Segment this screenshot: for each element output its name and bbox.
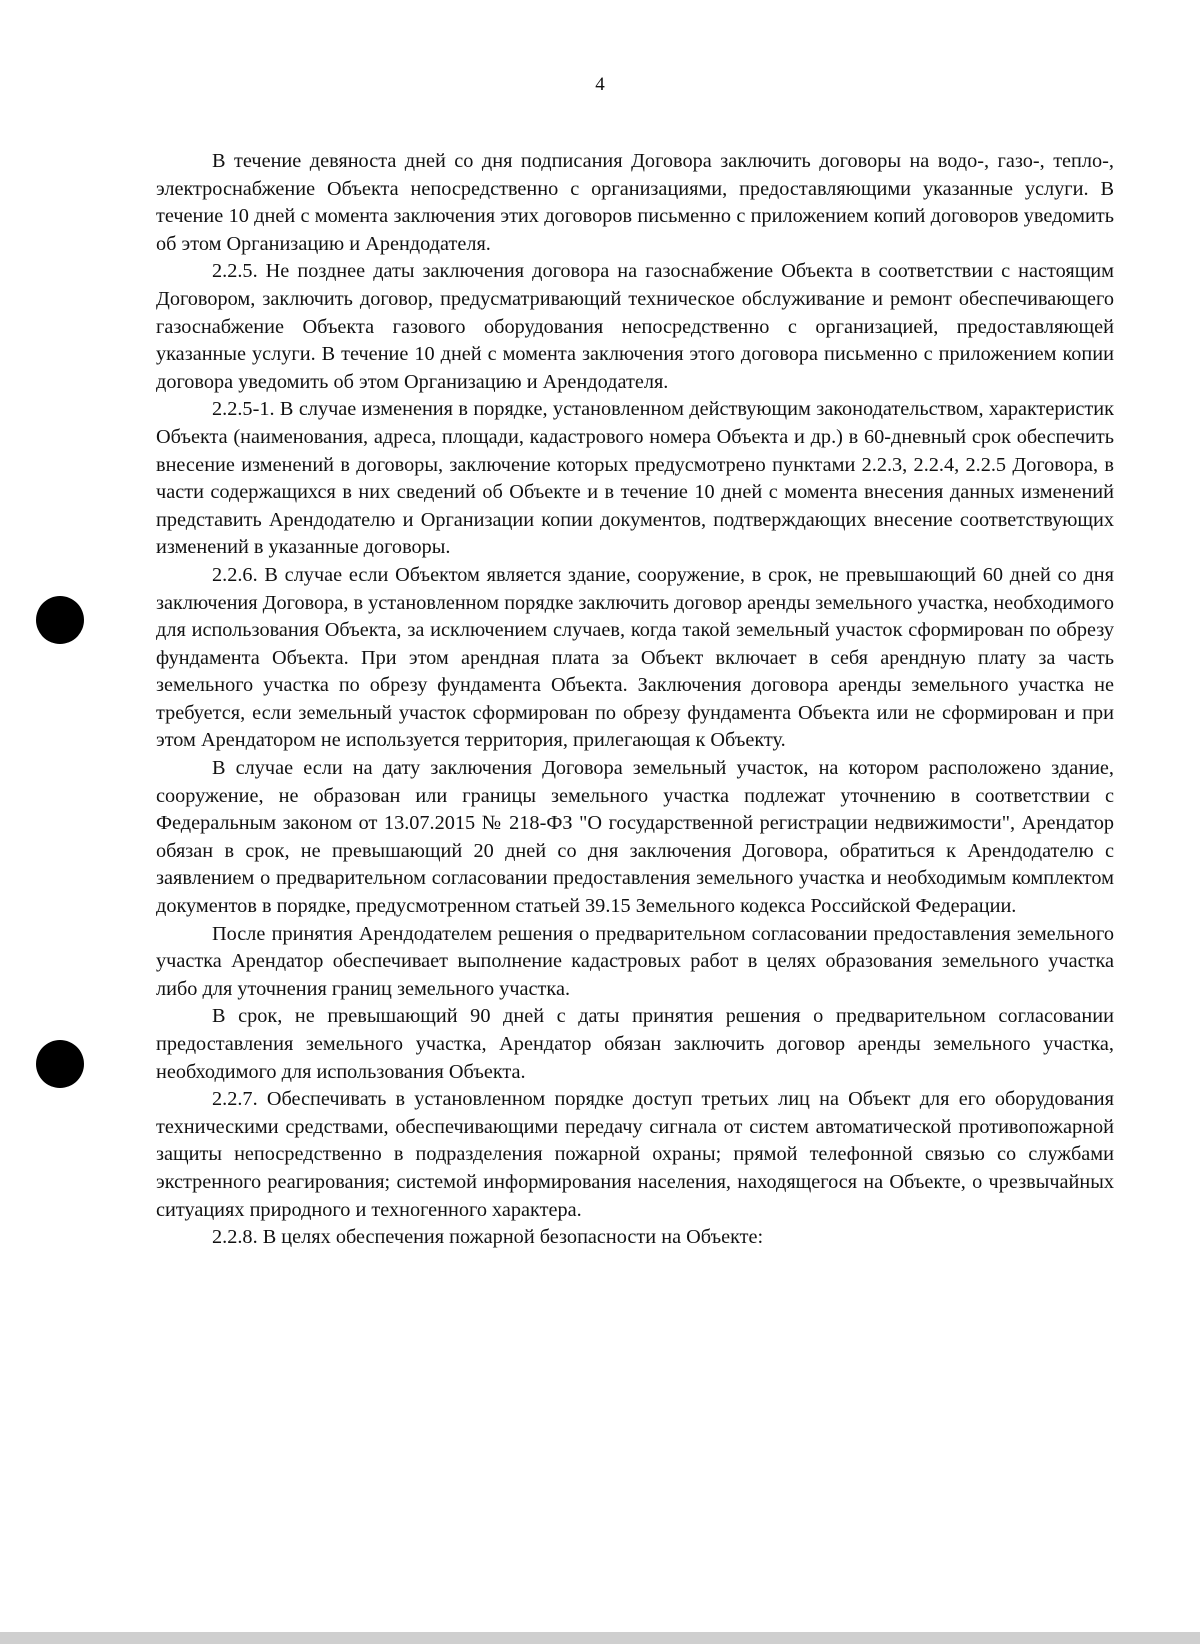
paragraph-2-2-6: 2.2.6. В случае если Объектом является здание, сооружение, в срок, не превышающий 60 дней со дня заключения Договора, в установленном порядке заключить договор аренды земельного участка, необходимого для использования Объекта, за исключением случаев, когда такой земельный участок сформирован по обрезу фундамента Объекта. При этом арендная плата за Объект включает в себя арендную плату за часть земельного участка по обрезу фундамента Объекта. Заключения договора аренды земельного участка не требуется, если земельный участок сформирован по обрезу фундамента Объекта или не сформирован и при этом Арендатором не используется территория, прилегающая к Объекту. bbox=[156, 563, 1114, 752]
scan-bottom-edge bbox=[0, 1632, 1200, 1644]
paragraph-utilities-contracts: В течение девяноста дней со дня подписания Договора заключить договоры на водо-, газо-, тепло-, электроснабжение Объекта непосредственно с организациями, предоставляющими указанные услуги. В течение 10 дней с момента заключения этих договоров письменно с приложением копий договоров уведомить об этом Организацию и Арендодателя. bbox=[156, 150, 1114, 255]
paragraph-2-2-8: 2.2.8. В целях обеспечения пожарной безопасности на Объекте: bbox=[212, 1226, 764, 1249]
paragraph-2-2-5: 2.2.5. Не позднее даты заключения договора на газоснабжение Объекта в соответствии с настоящим Договором, заключить договор, предусматривающий техническое обслуживание и ремонт обеспечивающего газоснабжение Объекта газового оборудования непосредственно с организацией, предоставляющей указанные услуги. В течение 10 дней с момента заключения этого договора письменно с приложением копии договора уведомить об этом Организацию и Арендодателя. bbox=[156, 260, 1114, 393]
paragraph-2-2-7: 2.2.7. Обеспечивать в установленном порядке доступ третьих лиц на Объект для его оборудования техническими средствами, обеспечивающими передачу сигнала от систем автоматической противопожарной защиты непосредственно в подразделения пожарной охраны; прямой телефонной связью со службами экстренного реагирования; системой информирования населения, находящегося на Объекте, о чрезвычайных ситуациях природного и техногенного характера. bbox=[156, 1088, 1114, 1221]
page-number: 4 bbox=[595, 74, 605, 95]
paragraph-2-2-5-1: 2.2.5-1. В случае изменения в порядке, установленном действующим законодательством, характеристик Объекта (наименования, адреса, площади, кадастрового номера Объекта и др.) в 60-дневный срок обеспечить внесение изменений в договоры, заключение которых предусмотрено пунктами 2.2.3, 2.2.4, 2.2.5 Договора, в части содержащихся в них сведений об Объекте и в течение 10 дней с момента внесения данных изменений представить Арендодателю и Организации копии документов, подтверждающих внесение соответствующих изменений в указанные договоры. bbox=[156, 398, 1114, 559]
punch-hole-bottom bbox=[36, 1040, 84, 1088]
paragraph-lease-deadline: В срок, не превышающий 90 дней с даты принятия решения о предварительном согласовании предоставления земельного участка, Арендатор обязан заключить договор аренды земельного участка, необходимого для использования Объекта. bbox=[156, 1005, 1114, 1083]
paragraph-land-plot-registration: В случае если на дату заключения Договора земельный участок, на котором расположено здание, сооружение, не образован или границы земельного участка подлежат уточнению в соответствии с Федеральным законом от 13.07.2015 № 218-ФЗ "О государственной регистрации недвижимости", Арендатор обязан в срок, не превышающий 20 дней со дня заключения Договора, обратиться к Арендодателю с заявлением о предварительном согласовании предоставления земельного участка и необходимым комплектом документов в порядке, предусмотренном статьей 39.15 Земельного кодекса Российской Федерации. bbox=[156, 757, 1114, 918]
paragraph-cadastral-works: После принятия Арендодателем решения о предварительном согласовании предоставления земельного участка Арендатор обеспечивает выполнение кадастровых работ в целях образования земельного участка либо для уточнения границ земельного участка. bbox=[156, 922, 1114, 1000]
document-body bbox=[156, 148, 1114, 1252]
punch-hole-top bbox=[36, 596, 84, 644]
